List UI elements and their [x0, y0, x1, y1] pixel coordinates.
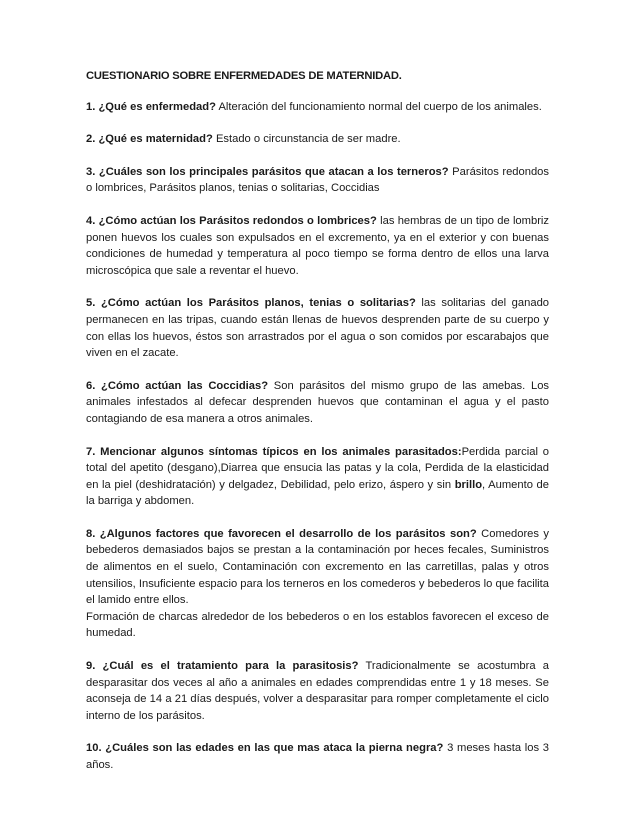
answer-text-part: , Aumento de la barriga y abdomen. — [86, 478, 549, 508]
question-text: 6. ¿Cómo actúan las Coccidias? — [86, 379, 269, 392]
question-item — [86, 740, 549, 773]
question-text: 1. ¿Qué es enfermedad? — [86, 100, 216, 113]
question-text: 8. ¿Algunos factores que favorecen el desarrollo de los parásitos son? — [86, 527, 477, 540]
question-item — [86, 99, 549, 116]
document-page — [86, 68, 549, 790]
question-text: 5. ¿Cómo actúan los Parásitos planos, tenias o solitarias? — [86, 297, 416, 310]
answer-text: Alteración del funcionamiento normal del cuerpo de los animales. — [218, 100, 542, 113]
question-item — [86, 295, 549, 361]
question-item — [86, 213, 549, 279]
answer-text: Son parásitos del mismo grupo de las amebas. Los animales infestados al defecar desprenden huevos que contaminan el agua y el pasto contagiando de esa manera a otros animales. — [86, 379, 550, 425]
answer-text: 3 meses hasta los 3 años. — [86, 742, 550, 771]
answer-text: Comedores y bebederos demasiados bajos se prestan a la contaminación por heces fecales, Suministros de alimentos en el suelo, Contaminación con excremento en las carretillas, palas y otros utensilios, Insuficiente espacio para los terneros en los comederos y bebederos lo que facilita el lamido entre ellos. — [86, 527, 550, 607]
answer-extra-text: Formación de charcas alrededor de los bebederos o en los establos favorecen el exceso de humedad. — [86, 610, 549, 640]
question-text: 9. ¿Cuál es el tratamiento para la parasitosis? — [86, 660, 359, 673]
document-title: CUESTIONARIO SOBRE ENFERMEDADES DE MATERNIDAD. — [86, 70, 402, 82]
question-item — [86, 378, 549, 428]
question-item — [86, 526, 549, 642]
answer-bold-word: brillo — [454, 478, 483, 491]
question-text: 7. Mencionar algunos síntomas típicos en los animales parasitados: — [86, 445, 462, 458]
answer-text: las hembras de un tipo de lombriz ponen huevos los cuales son expulsados en el excremento, ya en el exterior y con buenas condiciones de humedad y temperatura al poco tiempo se forma dentro de ellos una larva microscópica que sale a reventar el huevo. — [86, 214, 550, 277]
question-item — [86, 444, 549, 510]
answer-text: las solitarias del ganado permanecen en las tripas, cuando están llenas de huevos desprenden parte de su cuerpo y con ellas los huevos, éstos son arrastrados por el agua o son comidos por escarabajos que viven en el zacate. — [86, 297, 550, 360]
answer-text: Estado o circunstancia de ser madre. — [215, 133, 401, 146]
answer-text: Parásitos redondos o lombrices, Parásitos planos, tenias o solitarias, Coccidias — [86, 165, 549, 195]
question-text: 10. ¿Cuáles son las edades en las que mas ataca la pierna negra? — [86, 742, 444, 755]
question-item — [86, 658, 549, 724]
question-text: 4. ¿Cómo actúan los Parásitos redondos o lombrices? — [86, 214, 377, 227]
question-item — [86, 131, 549, 148]
question-text: 2. ¿Qué es maternidad? — [86, 133, 213, 146]
question-item — [86, 164, 549, 197]
question-text: 3. ¿Cuáles son los principales parásitos que atacan a los terneros? — [86, 165, 449, 178]
answer-text: Tradicionalmente se acostumbra a desparasitar dos veces al año a animales en edades comprendidas entre 1 y 18 meses. Se aconseja de 14 a 21 días después, volver a desparasitar para romper completamente el ciclo interno de los parásitos. — [86, 660, 549, 722]
answer-text-part: Perdida parcial o total del apetito (desgano),Diarrea que ensucia las patas y la cola, Perdida de la elasticidad en la piel (deshidratación) y delgadez, Debilidad, pelo erizo, áspero y sin — [86, 445, 549, 491]
